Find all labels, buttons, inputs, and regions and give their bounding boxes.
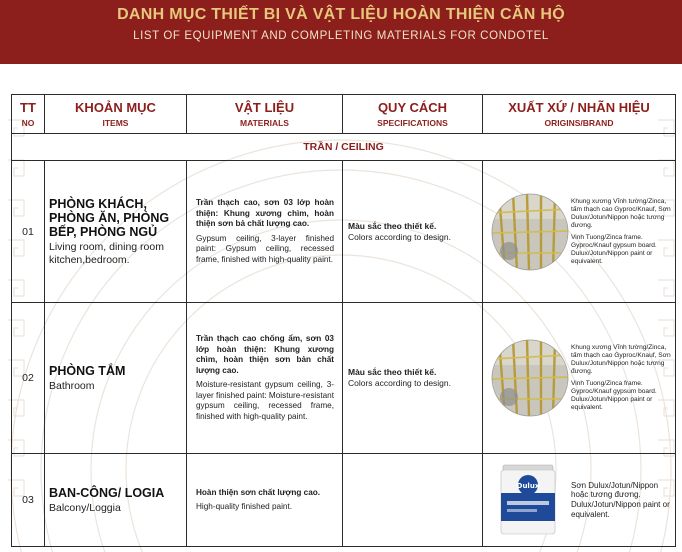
table-row bbox=[12, 454, 676, 547]
origin-vi: Khung xương Vĩnh tường/Zinca, tấm thạch cao Gyproc/Knauf, Sơn Dulux/Jotun/Nippon hoặc tương đương. bbox=[571, 197, 671, 229]
col-spec-vi: QUY CÁCH bbox=[377, 100, 448, 115]
ceiling-frame-photo-icon bbox=[491, 193, 569, 271]
page-title: DANH MỤC THIẾT BỊ VÀ VẬT LIỆU HOÀN THIỆN CĂN HỘ bbox=[117, 6, 565, 23]
col-header-origins bbox=[483, 95, 676, 134]
can-brand-label: Dulux bbox=[516, 482, 540, 490]
col-items-vi: KHOẢN MỤC bbox=[75, 100, 156, 115]
row-number: 03 bbox=[12, 454, 45, 547]
spec-cell bbox=[343, 303, 483, 454]
item-name-en: Bathroom bbox=[49, 379, 95, 392]
item-name-vi: BAN-CÔNG/ LOGIA bbox=[49, 485, 165, 500]
col-materials-vi: VẬT LIỆU bbox=[234, 100, 295, 115]
row-number: 01 bbox=[12, 161, 45, 303]
material-vi: Trần thạch cao chống ẩm, sơn 03 lớp hoàn thiện: Khung xương chìm, hoàn thiện sơn bản chất lượng cao. bbox=[196, 334, 334, 375]
spec-vi: Màu sắc theo thiết kế. bbox=[348, 220, 437, 231]
material-en: Gypsum ceiling, 3-layer finished paint: Gypsum ceiling, recessed frame, finished with high-quality paint. bbox=[196, 233, 334, 264]
item-name-en: Balcony/Loggia bbox=[49, 501, 121, 514]
material-cell bbox=[187, 454, 343, 547]
category-row bbox=[12, 134, 676, 161]
header-banner bbox=[0, 0, 682, 64]
col-header-materials bbox=[187, 95, 343, 134]
spec-en: Colors according to design. bbox=[348, 231, 452, 242]
origin-cell bbox=[483, 161, 676, 303]
ceiling-frame-photo-icon bbox=[491, 339, 569, 417]
origin-vi: Sơn Dulux/Jotun/Nippon hoặc tương đương. bbox=[571, 480, 659, 500]
origin-en: Vinh Tuong/Zinca frame. Gyproc/Knauf gypsum board. Dulux/Jotun/Nippon paint or equivalent. bbox=[571, 233, 657, 265]
row-number: 02 bbox=[12, 303, 45, 454]
item-cell bbox=[45, 303, 187, 454]
material-en: Moisture-resistant gypsum ceiling, 3-layer finished paint: Moisture-resistant gypsum ceiling, recessed frame, finished with high-quality paint. bbox=[196, 380, 334, 421]
origin-en: Vinh Tuong/Zinca frame. Gyproc/Knauf gypsum board. Dulux/Jotun/Nippon paint or equivalent. bbox=[571, 380, 657, 411]
col-header-items bbox=[45, 95, 187, 134]
spec-vi: Màu sắc theo thiết kế. bbox=[348, 367, 437, 377]
table-row bbox=[12, 303, 676, 454]
col-header-specifications bbox=[343, 95, 483, 134]
col-origin-vi: XUẤT XỨ / NHÃN HIỆU bbox=[508, 100, 650, 115]
col-header-no bbox=[12, 95, 45, 134]
item-name-en: Living room, dining room kitchen,bedroom. bbox=[49, 240, 164, 266]
origin-vi: Khung xương Vĩnh tường/Zinca, tấm thạch cao Gyproc/Knauf, Sơn Dulux/Jotun/Nippon hoặc tương đương. bbox=[571, 344, 671, 375]
col-origin-en: ORIGINS/BRAND bbox=[544, 118, 614, 128]
spec-en: Colors according to design. bbox=[348, 378, 452, 388]
page-subtitle: LIST OF EQUIPMENT AND COMPLETING MATERIALS FOR CONDOTEL bbox=[133, 30, 549, 42]
col-no-vi: TT bbox=[20, 100, 36, 115]
category-label: TRẦN / CEILING bbox=[12, 134, 676, 161]
col-items-en: ITEMS bbox=[102, 118, 129, 128]
spec-cell bbox=[343, 454, 483, 547]
item-name-vi: PHÒNG TẮM bbox=[49, 363, 126, 378]
origin-cell bbox=[483, 303, 676, 454]
material-cell bbox=[187, 161, 343, 303]
item-cell bbox=[45, 161, 187, 303]
materials-table bbox=[11, 94, 676, 547]
material-vi: Trần thạch cao, sơn 03 lớp hoàn thiện: Khung xương chìm, hoàn thiện sơn bả chất lượng cao. bbox=[196, 198, 334, 228]
col-no-en: NO bbox=[21, 118, 35, 128]
origin-cell bbox=[483, 454, 676, 547]
material-cell bbox=[187, 303, 343, 454]
col-spec-en: SPECIFICATIONS bbox=[377, 118, 448, 128]
item-name-vi: PHÒNG KHÁCH, PHÒNG ĂN, PHÒNG BẾP, PHÒNG NGỦ bbox=[49, 196, 170, 239]
spec-cell bbox=[343, 161, 483, 303]
paint-can-photo-icon bbox=[497, 463, 559, 537]
table-header bbox=[12, 95, 676, 134]
material-en: High-quality finished paint. bbox=[196, 502, 293, 511]
col-materials-en: MATERIALS bbox=[240, 118, 289, 128]
table-row bbox=[12, 161, 676, 303]
material-vi: Hoàn thiện sơn chất lượng cao. bbox=[196, 487, 321, 497]
item-cell bbox=[45, 454, 187, 547]
origin-en: Dulux/Jotun/Nippon paint or equivalent. bbox=[571, 500, 670, 519]
